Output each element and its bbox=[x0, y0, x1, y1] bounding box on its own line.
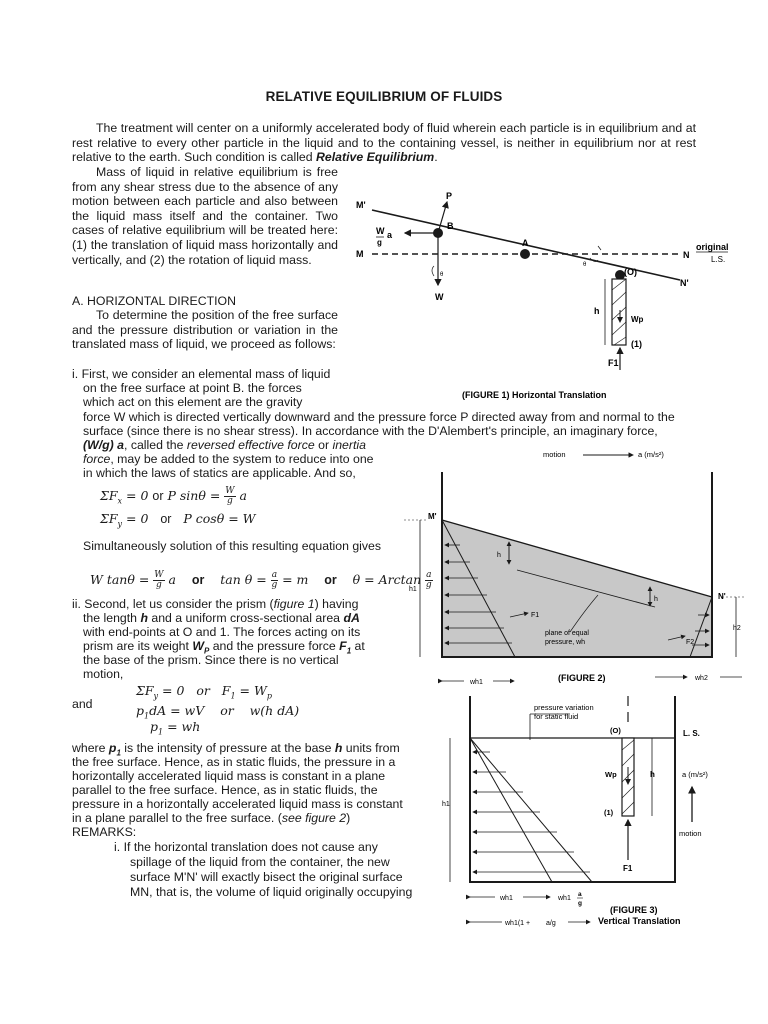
remarks-line-3: surface M'N' will exactly bisect the original surface bbox=[130, 870, 403, 884]
intro-paragraph bbox=[72, 121, 696, 165]
fig3-pv-label-2: for static fluid bbox=[534, 712, 579, 721]
figure-3-caption: (FIGURE 3) bbox=[610, 905, 658, 915]
fig3-label-a: a bbox=[578, 891, 582, 898]
or-text: or bbox=[314, 438, 333, 452]
figure-3-caption-2: Vertical Translation bbox=[598, 916, 681, 926]
item-ii-line-2: the length h and a uniform cross-sectional area dA bbox=[83, 611, 360, 625]
label-b: B bbox=[447, 221, 454, 231]
item-ii-line-6: motion, bbox=[83, 667, 124, 681]
figure-1-caption: (FIGURE 1) Horizontal Translation bbox=[462, 390, 607, 400]
fig3-accel-label: a (m/s²) bbox=[682, 770, 708, 779]
para-p1-line-2: the free surface. Hence, as in static fluids, the pressure in a bbox=[72, 755, 396, 769]
remarks-line-2: spillage of the liquid from the container, the new bbox=[130, 855, 390, 869]
label-ls: L.S. bbox=[711, 255, 726, 264]
solve-text: Simultaneously solution of this resulting equation gives bbox=[83, 539, 382, 553]
equation-tan: W tanθ = $\frac{W}{g}$ a or tan θ = $\frac{a}{g}$ = m or θ = Arctan $\frac{a}{g}$ bbox=[90, 570, 432, 590]
item-ii-line-4: prism are its weight $W_P$ and the pressure force $F_1$ at bbox=[83, 639, 365, 656]
fig3-label-f1: F1 bbox=[623, 864, 633, 873]
label-1: (1) bbox=[631, 339, 642, 349]
fig3-label-h: h bbox=[650, 770, 655, 779]
fig2-label-h-left: h bbox=[497, 552, 501, 559]
fig2-label-f1: F1 bbox=[531, 612, 540, 619]
prism bbox=[612, 279, 626, 345]
section-a-heading: A. HORIZONTAL DIRECTION bbox=[72, 294, 236, 308]
label-n: N bbox=[683, 250, 690, 260]
fig2-plane-label-2: pressure, wh bbox=[545, 639, 586, 646]
fig2-label-wh2: wh2 bbox=[695, 675, 708, 682]
fig2-label-wh1: wh1 bbox=[470, 679, 483, 686]
item-i-line-wg bbox=[83, 438, 403, 453]
para-p1-line-3: horizontally accelerated liquid mass is constant in a plane bbox=[72, 769, 386, 783]
fig3-label-o: (O) bbox=[610, 726, 621, 735]
label-o: (O) bbox=[624, 267, 637, 277]
wg-term: (W/g) a bbox=[83, 438, 124, 452]
intro-term: Relative Equilibrium bbox=[316, 150, 435, 165]
label-w: W bbox=[435, 292, 444, 302]
equation-p1da: $p_1dA$ = wV or w(h dA) bbox=[136, 703, 300, 721]
label-wp: Wp bbox=[631, 315, 644, 324]
label-n-prime: N' bbox=[680, 278, 689, 288]
equation-sum-fy: $\Sigma F_y = 0$ or P cosθ = W bbox=[100, 511, 256, 529]
force-term: force bbox=[83, 452, 111, 466]
called-text: , called the bbox=[123, 438, 187, 452]
label-theta-b: θ bbox=[440, 272, 444, 278]
item-ii-line-1: ii. Second, let us consider the prism (figure 1) having bbox=[72, 597, 359, 611]
item-i-line-2: on the free surface at point B. the forces bbox=[83, 381, 302, 395]
fig3-label-ag-total: a/g bbox=[546, 920, 556, 927]
fig2-label-h2: h2 bbox=[733, 625, 741, 632]
item-i-line-statics: in which the laws of statics are applicable. And so, bbox=[83, 466, 356, 480]
para-p1-line-4: parallel to the free surface. Hence, as in static fluids, the bbox=[72, 783, 378, 797]
label-m: M bbox=[356, 249, 364, 259]
force-tail: , may be added to the system to reduce into one bbox=[110, 452, 374, 466]
label-a: A bbox=[522, 238, 529, 248]
label-h: h bbox=[594, 306, 600, 316]
inertia-term: inertia bbox=[332, 438, 366, 452]
intro-end: . bbox=[434, 150, 438, 165]
label-p: P bbox=[446, 191, 453, 201]
page-title: RELATIVE EQUILIBRIUM OF FLUIDS bbox=[265, 89, 503, 104]
item-ii-line-3: with end-points at O and 1. The forces acting on its bbox=[83, 625, 361, 639]
remarks-line-4: MN, that is, the volume of liquid originally occupying bbox=[130, 885, 413, 899]
item-ii-line-5: the base of the prism. Since there is no vertical bbox=[83, 653, 339, 667]
figure-3-diagram bbox=[430, 692, 730, 932]
label-m-prime: M' bbox=[356, 200, 366, 210]
para-relative-equilibrium: Mass of liquid in relative equilibrium is free from any shear stress due to the absence of any motion between each particle and also between the liquid mass itself and the container. Two cases of relative equilibrium will be treated here: (1) the translation of liquid mass horizontally and vertically, and (2) the rotation of liquid mass. bbox=[72, 165, 338, 267]
label-wg-g: g bbox=[377, 238, 382, 247]
label-theta-o: θ bbox=[583, 262, 587, 268]
fig2-label-h1: h1 bbox=[409, 586, 417, 593]
section-a-text: To determine the position of the free surface and the pressure distribution or variation in the translated mass of liquid, we proceed as follows: bbox=[72, 308, 338, 352]
intro-text: The treatment will center on a uniformly accelerated body of fluid wherein each particle is in equilibrium and at rest relative to every other particle in the liquid and to the containing vessel, is neither in equilibrium nor at rest relative to the earth. Such condition is called bbox=[72, 121, 696, 165]
fig3-label-wp: Wp bbox=[605, 770, 617, 779]
para-p1-line-6: in a plane parallel to the free surface. (see figure 2) bbox=[72, 811, 351, 825]
fig2-label-h-right: h bbox=[654, 596, 658, 603]
fig2-plane-label-1: plane of equal bbox=[545, 630, 589, 637]
remarks-heading: REMARKS: bbox=[72, 825, 137, 839]
fig2-label-n-prime: N' bbox=[718, 592, 726, 601]
item-i-line-1: i. First, we consider an elemental mass of liquid bbox=[72, 367, 331, 381]
equation-sum-fx: $\Sigma F_x = 0$ or P sinθ = $\frac{W}{g}$ a bbox=[100, 486, 247, 506]
equation-f1-wp: $\Sigma F_y = 0$ or $F_1 = W_p$ bbox=[136, 683, 272, 701]
figure-1-diagram bbox=[350, 180, 729, 405]
para-p1-line-5: pressure in a horizontally accelerated liquid mass is constant bbox=[72, 797, 403, 811]
fig2-accel-label: a (m/s²) bbox=[638, 450, 664, 459]
label-original: original bbox=[696, 242, 729, 252]
item-i-long-1: force W which is directed vertically downward and the pressure force P directed away from and normal to the bbox=[83, 410, 675, 424]
fig3-label-g: g bbox=[578, 900, 582, 907]
fig2-motion-label: motion bbox=[543, 450, 566, 459]
fig3-motion-label: motion bbox=[679, 829, 702, 838]
and-label: and bbox=[72, 697, 93, 711]
fig2-label-f2: F2 bbox=[686, 639, 695, 646]
fig3-label-h1: h1 bbox=[442, 801, 450, 808]
label-f1: F1 bbox=[608, 358, 619, 368]
item-i-line-3: which act on this element are the gravity bbox=[83, 395, 303, 409]
figure-2-diagram bbox=[400, 445, 752, 690]
equation-p1-wh: $p_1$ = wh bbox=[150, 719, 201, 737]
figure-2-caption: (FIGURE 2) bbox=[558, 673, 606, 683]
item-i-line-force bbox=[83, 452, 403, 467]
fig2-label-m-prime: M' bbox=[428, 512, 437, 521]
reversed-force-term: reversed effective force bbox=[186, 438, 315, 452]
para-p1-line-1: where $p_1$ is the intensity of pressure at the base h units from bbox=[72, 741, 400, 758]
fig3-label-wh1-ag: wh1 bbox=[558, 895, 571, 902]
label-wg-w: W bbox=[376, 226, 385, 236]
label-wg-a: a bbox=[387, 230, 393, 240]
fig3-label-ls: L. S. bbox=[683, 729, 700, 738]
point-a bbox=[520, 249, 530, 259]
fig3-label-wh1-total: wh1(1 + bbox=[505, 920, 531, 927]
remarks-line-1: i. If the horizontal translation does not cause any bbox=[114, 840, 378, 854]
fig3-pv-label-1: pressure variation bbox=[534, 703, 594, 712]
item-i-long-2: surface (since there is no shear stress). In accordance with the D'Alembert's principle, an imaginary force, bbox=[83, 424, 658, 438]
fig3-label-wh1: wh1 bbox=[500, 895, 513, 902]
fig3-label-1: (1) bbox=[604, 808, 614, 817]
